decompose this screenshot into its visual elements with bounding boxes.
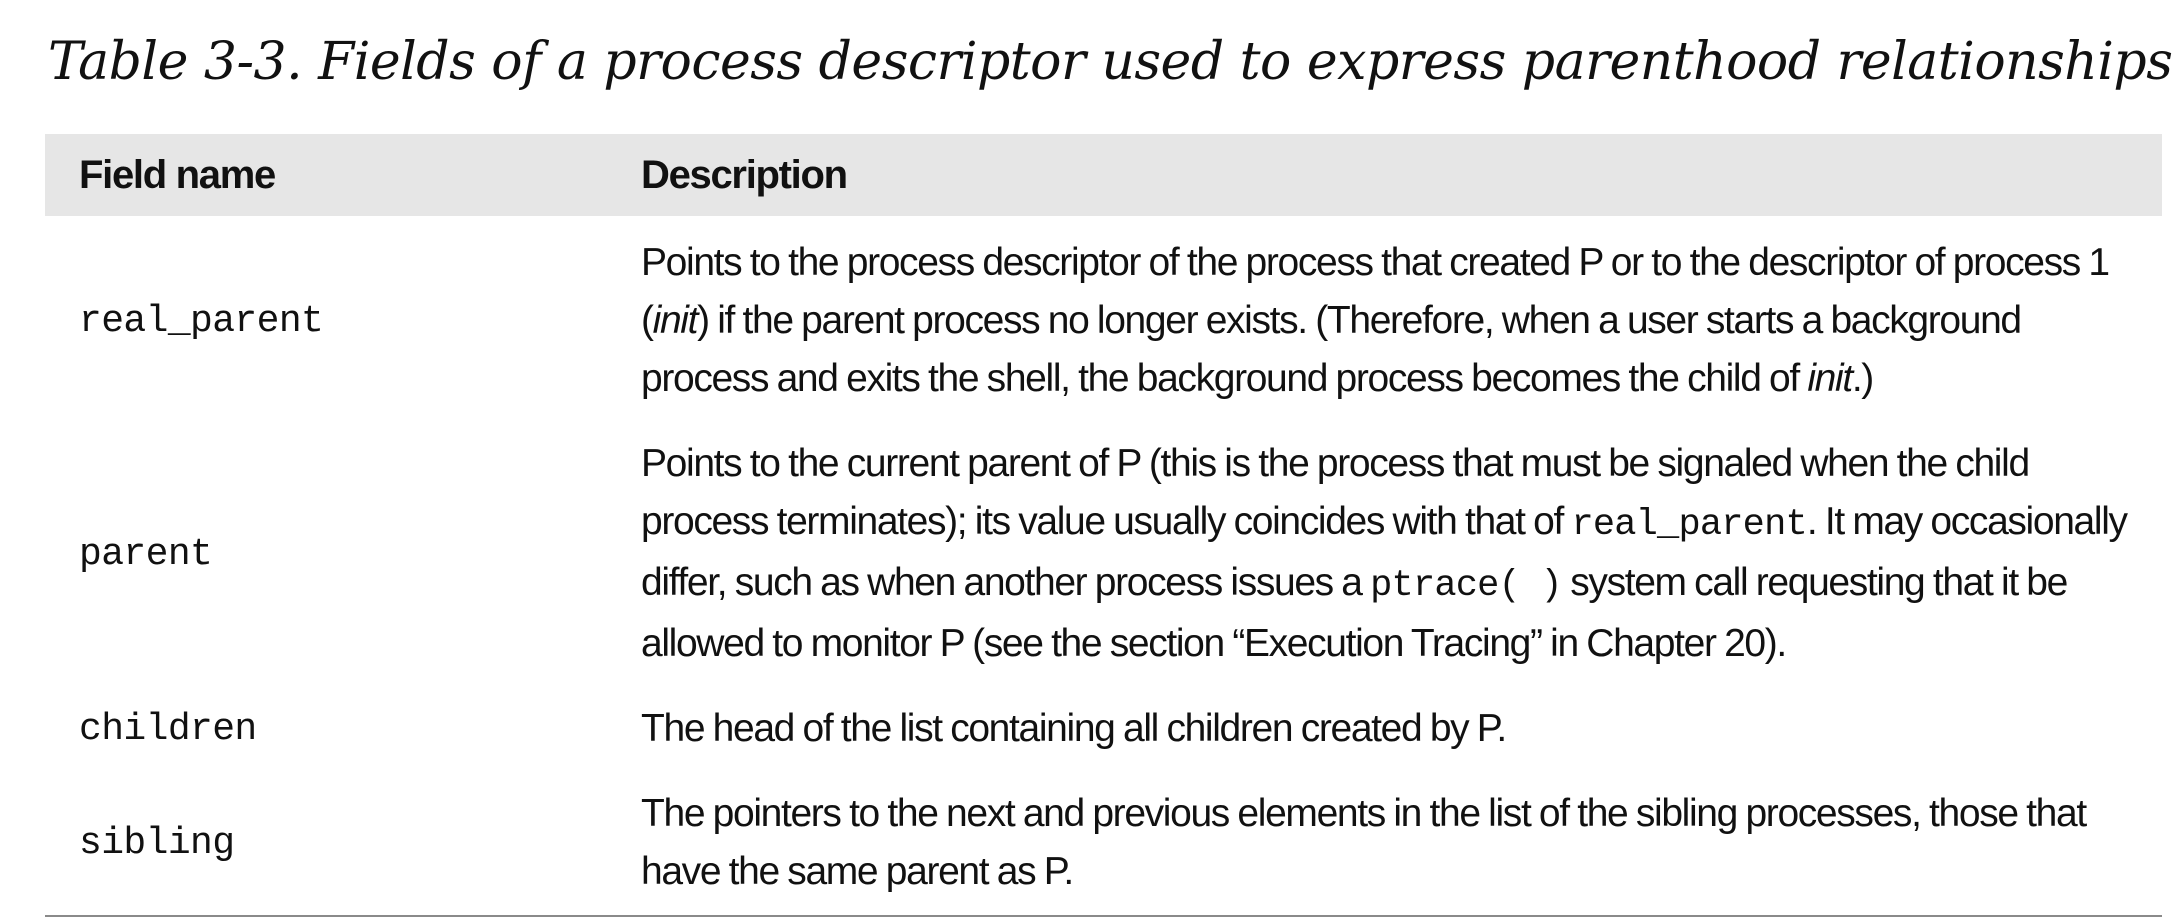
description-text: The head of the list containing all children created by P. bbox=[641, 707, 1506, 750]
table-row bbox=[45, 216, 2162, 421]
description-text: ) if the parent process no longer exists. (Therefore, when a user starts a background process and exits the shell, the background process becomes the child of bbox=[641, 299, 2021, 400]
header-description: Description bbox=[607, 134, 2162, 216]
description-cell bbox=[607, 421, 2162, 686]
header-field-name: Field name bbox=[45, 134, 607, 216]
table-header-row bbox=[45, 134, 2162, 216]
field-name-cell: parent bbox=[79, 532, 213, 576]
description-text: The pointers to the next and previous elements in the list of the sibling processes, those that have the same parent as P. bbox=[641, 792, 2086, 893]
description-emphasis: init bbox=[1807, 357, 1852, 400]
description-text: system call requesting that it be allowed to monitor P (see the section “Execution Tracing” in Chapter 20). bbox=[641, 561, 2067, 665]
field-name-cell: children bbox=[79, 707, 257, 751]
description-code: real_parent bbox=[1571, 504, 1807, 546]
table-row bbox=[45, 686, 2162, 771]
table-row bbox=[45, 421, 2162, 686]
field-name-cell: real_parent bbox=[79, 299, 324, 343]
description-cell bbox=[607, 771, 2162, 916]
table-row bbox=[45, 771, 2162, 916]
description-text: Points to the current parent of P (this is the process that must be signaled when the child process terminates); its value usually coincides with that of bbox=[641, 442, 2029, 543]
table-caption: Table 3-3. Fields of a process descriptor used to express parenthood relationships bbox=[48, 32, 2173, 92]
description-cell bbox=[607, 216, 2162, 421]
description-text: .) bbox=[1851, 357, 1873, 400]
parenthood-fields-table bbox=[45, 134, 2162, 917]
description-text: . It may occasionally differ, such as when another process issues a bbox=[641, 500, 2127, 604]
description-cell bbox=[607, 686, 2162, 771]
description-code: ptrace( ) bbox=[1370, 565, 1562, 607]
field-name-cell: sibling bbox=[45, 771, 607, 916]
description-emphasis: init bbox=[652, 299, 698, 342]
description-text: Points to the process descriptor of the process that created P or to the descriptor of process 1 ( bbox=[641, 241, 2109, 342]
